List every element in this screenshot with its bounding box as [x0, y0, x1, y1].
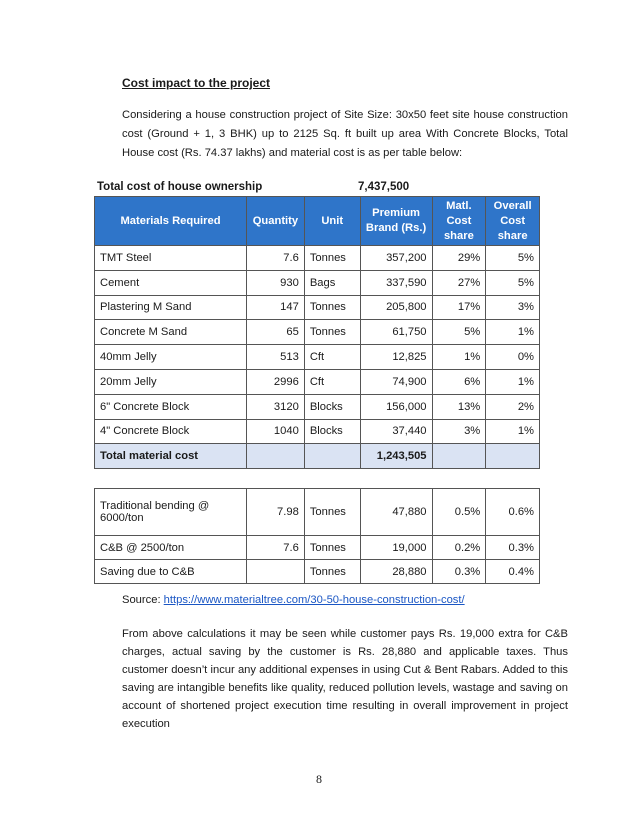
page-number: 8 — [316, 772, 322, 786]
cell-matl-share: 3% — [432, 419, 486, 444]
materials-cost-table — [94, 196, 540, 469]
cell-premium-brand: 12,825 — [360, 345, 432, 370]
total-material-cost-label: Total material cost — [95, 444, 247, 469]
cut-bend-savings-table — [94, 488, 540, 584]
cell-unit: Tonnes — [304, 536, 360, 560]
cell-unit: Blocks — [304, 419, 360, 444]
source-link[interactable]: https://www.materialtree.com/30-50-house-construction-cost/ — [163, 594, 465, 606]
cell-unit: Cft — [304, 345, 360, 370]
summary-paragraph: From above calculations it may be seen while customer pays Rs. 19,000 extra for C&B charges, actual saving by the customer is Rs. 28,880 and applicable taxes. Thus customer doesn’t incur any additional expenses in using Cut & Bent Rabars. Added to this saving are intangible benefits like quality, reduced pollution levels, wastage and saving on account of shortened project execution time resulting in overall improvement in project execution — [122, 628, 568, 730]
table-row — [95, 295, 540, 320]
cell-premium-brand: 205,800 — [360, 295, 432, 320]
total-ownership-row — [97, 181, 557, 193]
cell-premium-brand: 37,440 — [360, 419, 432, 444]
table-row — [95, 419, 540, 444]
col-header-materials: Materials Required — [95, 197, 247, 246]
cell-overall-share: 0% — [486, 345, 540, 370]
cell-unit: Bags — [304, 270, 360, 295]
cell-premium-brand: 337,590 — [360, 270, 432, 295]
table-row — [95, 369, 540, 394]
cell-cost: 19,000 — [360, 536, 432, 560]
table-row — [95, 270, 540, 295]
cell-overall-share: 0.3% — [486, 536, 540, 560]
empty-cell — [486, 444, 540, 469]
cell-item: Traditional bending @ 6000/ton — [95, 489, 247, 536]
cell-matl-share: 27% — [432, 270, 486, 295]
cell-material: TMT Steel — [95, 246, 247, 271]
cell-unit: Blocks — [304, 394, 360, 419]
total-ownership-value: 7,437,500 — [358, 181, 410, 193]
table-row — [95, 489, 540, 536]
cell-overall-share: 3% — [486, 295, 540, 320]
cell-item: Saving due to C&B — [95, 560, 247, 584]
cell-matl-share: 29% — [432, 246, 486, 271]
empty-cell — [247, 444, 305, 469]
cell-material: 20mm Jelly — [95, 369, 247, 394]
cell-matl-share: 17% — [432, 295, 486, 320]
table-row — [95, 246, 540, 271]
col-header-premium-brand: Premium Brand (Rs.) — [360, 197, 432, 246]
cell-cost: 47,880 — [360, 489, 432, 536]
cell-unit: Tonnes — [304, 489, 360, 536]
cell-matl-share: 0.5% — [432, 489, 486, 536]
cell-quantity: 1040 — [247, 419, 305, 444]
cell-quantity: 7.98 — [247, 489, 305, 536]
cell-overall-share: 0.4% — [486, 560, 540, 584]
cell-matl-share: 5% — [432, 320, 486, 345]
cell-material: Concrete M Sand — [95, 320, 247, 345]
section-heading: Cost impact to the project — [122, 76, 271, 90]
empty-cell — [304, 444, 360, 469]
cell-overall-share: 0.6% — [486, 489, 540, 536]
cell-material: Cement — [95, 270, 247, 295]
cell-item: C&B @ 2500/ton — [95, 536, 247, 560]
cell-quantity: 930 — [247, 270, 305, 295]
source-line — [122, 594, 465, 606]
table-row — [95, 536, 540, 560]
col-header-matl-cost-share: Matl. Cost share — [432, 197, 486, 246]
cell-premium-brand: 74,900 — [360, 369, 432, 394]
cell-material: 4" Concrete Block — [95, 419, 247, 444]
cell-matl-share: 13% — [432, 394, 486, 419]
cell-overall-share: 2% — [486, 394, 540, 419]
col-header-overall-cost-share: Overall Cost share — [486, 197, 540, 246]
cell-unit: Tonnes — [304, 246, 360, 271]
cell-quantity: 2996 — [247, 369, 305, 394]
cell-unit: Tonnes — [304, 560, 360, 584]
cell-overall-share: 1% — [486, 369, 540, 394]
cell-unit: Tonnes — [304, 320, 360, 345]
cell-overall-share: 5% — [486, 270, 540, 295]
cell-material: 40mm Jelly — [95, 345, 247, 370]
cell-overall-share: 1% — [486, 320, 540, 345]
cell-matl-share: 1% — [432, 345, 486, 370]
cell-quantity: 513 — [247, 345, 305, 370]
empty-cell — [432, 444, 486, 469]
table-row — [95, 560, 540, 584]
total-material-cost-row — [95, 444, 540, 469]
cell-premium-brand: 357,200 — [360, 246, 432, 271]
col-header-quantity: Quantity — [247, 197, 305, 246]
cell-matl-share: 0.2% — [432, 536, 486, 560]
cell-material: 6" Concrete Block — [95, 394, 247, 419]
cell-material: Plastering M Sand — [95, 295, 247, 320]
cell-quantity: 3120 — [247, 394, 305, 419]
table-row — [95, 394, 540, 419]
cell-premium-brand: 156,000 — [360, 394, 432, 419]
cell-quantity: 147 — [247, 295, 305, 320]
total-ownership-label: Total cost of house ownership — [97, 181, 263, 193]
cell-matl-share: 0.3% — [432, 560, 486, 584]
table-header-row — [95, 197, 540, 246]
source-label: Source: — [122, 594, 164, 606]
cell-quantity: 7.6 — [247, 246, 305, 271]
intro-paragraph: Considering a house construction project of Site Size: 30x50 feet site house construction cost (Ground + 1, 3 BHK) up to 2125 Sq. ft built up area With Concrete Blocks, Total House cost (Rs. 74.37 lakhs) and material cost is as per table below: — [122, 109, 568, 159]
total-material-cost-value: 1,243,505 — [360, 444, 432, 469]
cell-quantity: 7.6 — [247, 536, 305, 560]
cell-overall-share: 1% — [486, 419, 540, 444]
cell-overall-share: 5% — [486, 246, 540, 271]
cell-unit: Cft — [304, 369, 360, 394]
cell-matl-share: 6% — [432, 369, 486, 394]
cell-premium-brand: 61,750 — [360, 320, 432, 345]
table-row — [95, 345, 540, 370]
col-header-unit: Unit — [304, 197, 360, 246]
cell-quantity: 65 — [247, 320, 305, 345]
cell-quantity — [247, 560, 305, 584]
cell-unit: Tonnes — [304, 295, 360, 320]
table-row — [95, 320, 540, 345]
cell-cost: 28,880 — [360, 560, 432, 584]
